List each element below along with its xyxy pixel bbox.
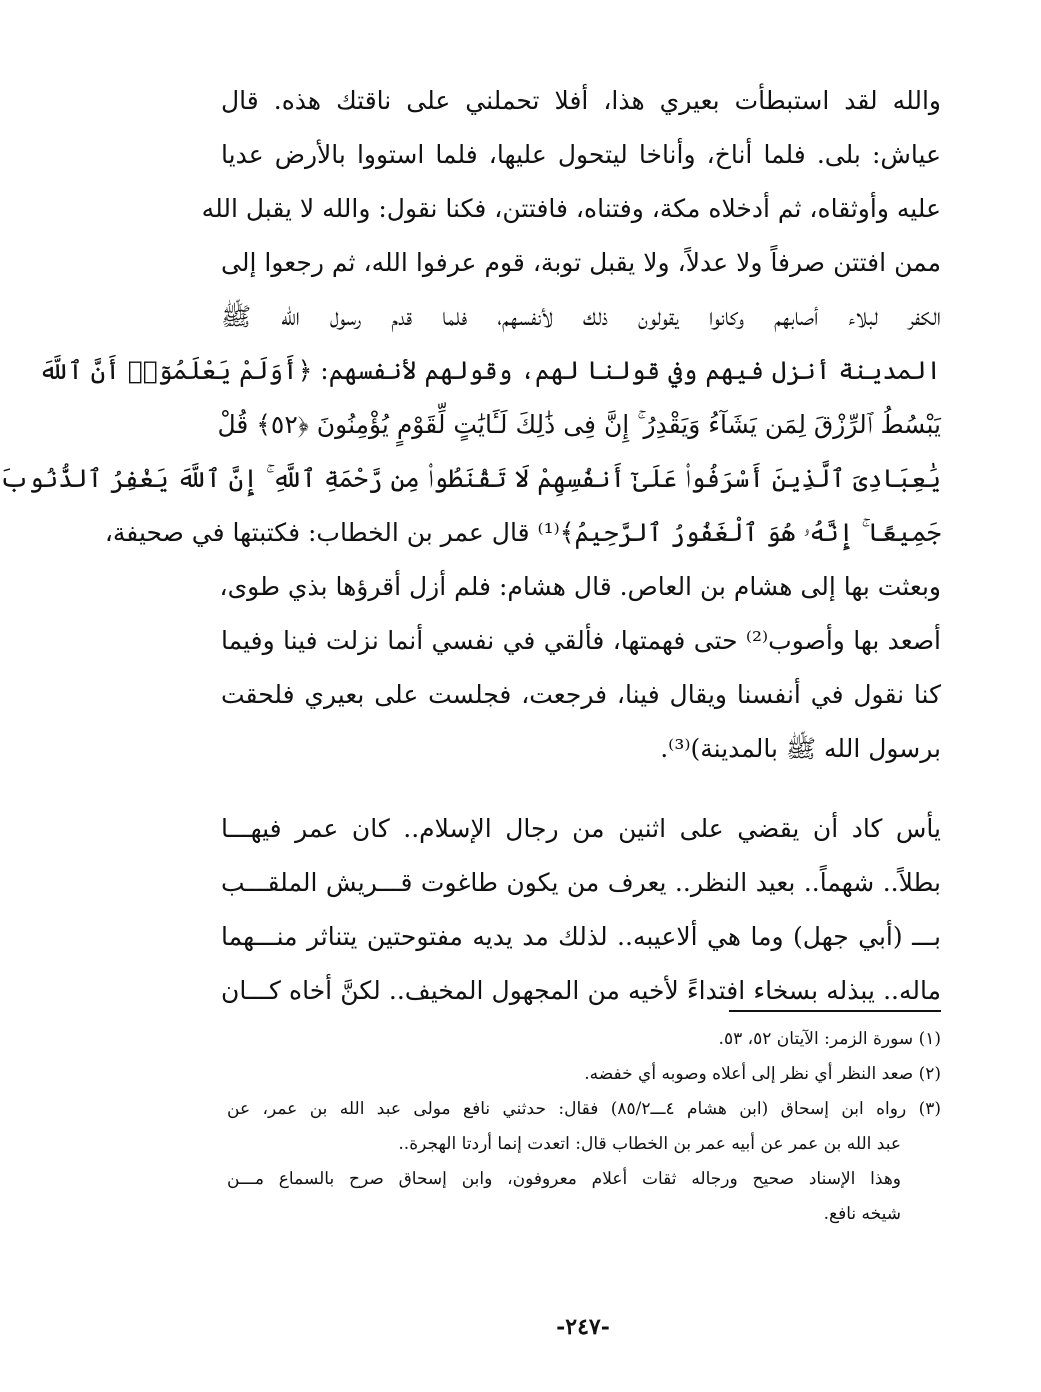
text-line: بطلاً.. شهماً.. بعيد النظر.. يعرف من يكون طاغوت قـــريش الملقـــب xyxy=(221,868,941,897)
text-line: والله لقد استبطأت بعيري هذا، أفلا تحملني على ناقتك هذه. قال xyxy=(221,86,941,115)
paragraph-commentary xyxy=(221,802,941,1018)
text-line: ممن افتتن صرفاً ولا عدلاً، ولا يقبل توبة، قوم عرفوا الله، ثم رجعوا إلى xyxy=(221,248,941,277)
footnote-3-continuation: شيخه نافع. xyxy=(823,1204,901,1224)
text-line: المدينة أنزل فيهم وفي قولنا لهم، وقولهم لأنفسهم: ﴿أَوَلَمْ يَعْلَمُوٓا۟ أَنَّ ٱللَّهَ xyxy=(38,356,941,385)
quran-verse-line: يَبْسُطُ ٱلرِّزْقَ لِمَن يَشَآءُ وَيَقْدِرُ ۚ إِنَّ فِى ذَٰلِكَ لَـَٔايَٰتٍ لِّقَوْمٍ يُؤْمِنُونَ ﴿٥٢﴾ قُلْ xyxy=(217,410,941,439)
footnote-3: (٣) رواه ابن إسحاق (ابن هشام ٤ـــ٨٥/٢) فقال: حدثني نافع مولى عبد الله بن عمر، عن xyxy=(227,1099,941,1119)
text-line: الكفر لبلاء أصابهم وكانوا يقولون ذلك لأنفسهم، فلما قدم رسول الله ﷺ xyxy=(221,302,941,331)
text-line: عياش: بلى. فلما أناخ، وأناخا ليتحول عليها، فلما استووا بالأرض عديا xyxy=(221,140,941,169)
text-line: ماله.. يبذله بسخاء افتداءً لأخيه من المجهول المخيف.. لكنَّ أخاه كـــان xyxy=(221,976,941,1005)
text-line: بـــ (أبي جهل) وما هي ألاعيبه.. لذلك مد يديه مفتوحتين يتناثر منـــهما xyxy=(221,922,941,951)
text-line: جَمِيعًا ۚ إِنَّهُۥ هُوَ ٱلْغَفُورُ ٱلرَّحِيمُ﴾⁽¹⁾ قال عمر بن الخطاب: فكتبتها في صحيفة، xyxy=(104,518,941,547)
quran-verse-line: يَٰعِبَادِىَ ٱلَّذِينَ أَسْرَفُوا۟ عَلَىٰٓ أَنفُسِهِمْ لَا تَقْنَطُوا۟ مِن رَّحْمَةِ ٱللَّهِ ۚ إِنَّ ٱللَّهَ يَغْفِرُ ٱلذُّنُوبَ xyxy=(0,464,941,493)
text-line: يأس كاد أن يقضي على اثنين من رجال الإسلام.. كان عمر فيهـــا xyxy=(221,814,941,843)
text-line: أصعد بها وأصوب⁽²⁾ حتى فهمتها، فألقي في نفسي أنما نزلت فينا وفيما xyxy=(221,626,941,655)
paragraph-narration xyxy=(0,74,941,776)
footnote-3-continuation: وهذا الإسناد صحيح ورجاله ثقات أعلام معروفون، وابن إسحاق صرح بالسماع مـــن xyxy=(227,1169,901,1189)
text-line: عليه وأوثقاه، ثم أدخلاه مكة، وفتناه، فافتتن، فكنا نقول: والله لا يقبل الله xyxy=(201,194,941,223)
text-line: برسول الله ﷺ بالمدينة)⁽³⁾. xyxy=(660,734,941,763)
text-line: كنا نقول في أنفسنا ويقال فينا، فرجعت، فجلست على بعيري فلحقت xyxy=(221,680,941,709)
paragraph-spacer xyxy=(221,776,941,802)
footnote-3-continuation: عبد الله بن عمر عن أبيه عمر بن الخطاب قال: اتعدت إنما أردتا الهجرة.. xyxy=(398,1134,901,1154)
footnotes xyxy=(227,1022,941,1232)
footnote-2: (٢) صعد النظر أي نظر إلى أعلاه وصوبه أي خفضه. xyxy=(584,1064,941,1084)
main-text xyxy=(0,74,941,1018)
footnote-separator xyxy=(729,1010,941,1012)
footnote-1: (١) سورة الزمر: الآيتان ٥٢، ٥٣. xyxy=(718,1029,941,1049)
text-line: وبعثت بها إلى هشام بن العاص. قال هشام: فلم أزل أقرؤها بذي طوى، xyxy=(219,572,941,601)
page-number: -٢٤٧- xyxy=(556,1314,610,1340)
